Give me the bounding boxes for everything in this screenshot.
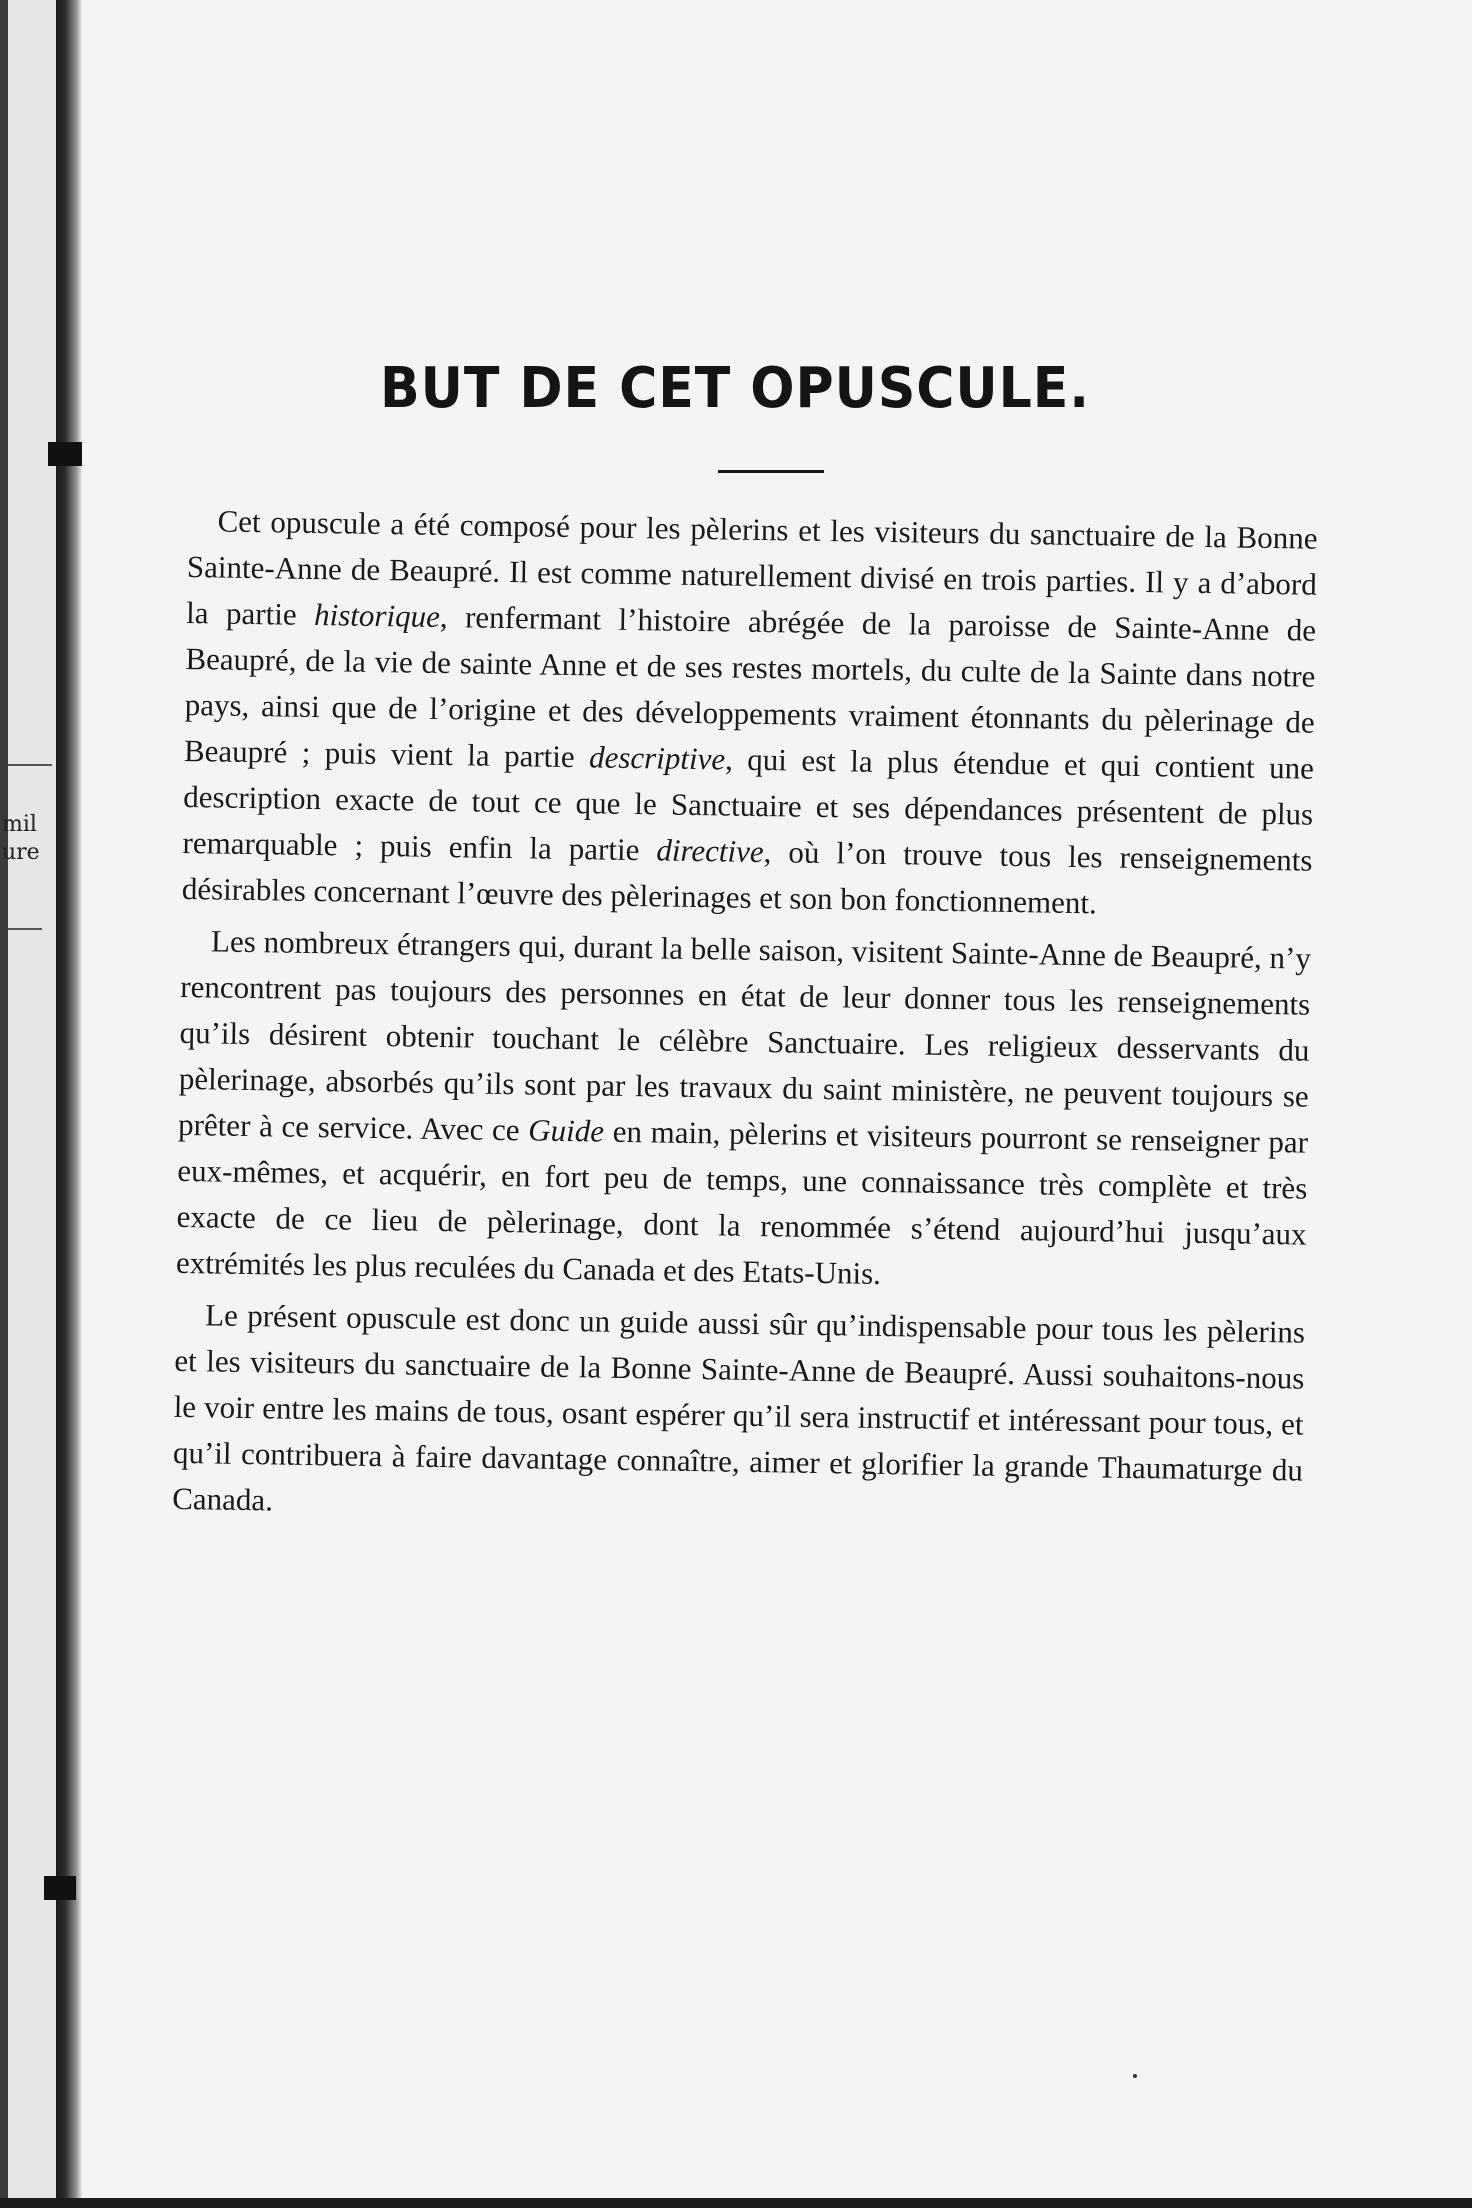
print-speck <box>1133 2074 1137 2078</box>
italic-term: Guide <box>528 1112 605 1149</box>
scan-bottom-border <box>0 2198 1472 2208</box>
page-title: BUT DE CET OPUSCULE. <box>380 356 1090 421</box>
text-run: , renfermant l’histoire abrégée de la paroisse de Sainte-Anne de Beaupré, de la vie de sainte Anne et de ses restes mortels, du culte de la Sainte dans notre pays, ainsi que de l’origine et des développements vraiment étonnants du pèlerinage de Beaupré ; puis vient la partie <box>183 598 1317 775</box>
text-run: Cet opuscule a été composé pour les pèlerins et les visiteurs du sanctuaire de la Bonne Sainte-Anne de Beaupré. Il est comme naturellement divisé en trois parties. Il y a d’abord la partie <box>185 503 1318 632</box>
text-run: Les nombreux étrangers qui, durant la belle saison, visitent Sainte-Anne de Beaupré, n’y rencontrent pas toujours des personnes en état de leur donner tous les renseignements qu’ils désirent obtenir touchant le célèbre Sanctuaire. Les religieux desservants du pèlerinage, absorbés qu’ils sont par les travaux du saint ministère, ne peuvent toujours se prêter à ce service. Avec ce <box>177 923 1312 1148</box>
previous-page-fragment-2: ure <box>2 840 40 865</box>
text-run: en main, pèlerins et visiteurs pourront se renseigner par eux-mêmes, et acquérir, en fort peu de temps, une connaissance très complète et très exacte de ce lieu de pèlerinage, dont la renommée s’étend aujourd’hui jusqu’aux extrémités les plus reculées du Canada et des Etats-Unis. <box>175 1113 1309 1291</box>
paragraph-conclusion <box>172 1292 1305 1540</box>
italic-term: descriptive <box>588 739 726 777</box>
text-run: Le présent opuscule est donc un guide aussi sûr qu’indispensable pour tous les pèlerins et les visiteurs du sanctuaire de la Bonne Sainte-Anne de Beaupré. Aussi souhaitons-nous le voir entre les mains de tous, osant espérer qu’il sera instructif et intéressant pour tous, et qu’il contribuera à faire davantage connaître, aimer et glorifier la grande Thaumaturge du Canada. <box>172 1297 1306 1518</box>
italic-term: historique <box>313 596 441 634</box>
body-text <box>172 498 1318 1546</box>
binding-mark <box>44 1876 76 1900</box>
title-rule <box>718 470 824 473</box>
previous-page-rule <box>8 928 42 930</box>
paragraph-purpose <box>181 498 1317 930</box>
text-run: , où l’on trouve tous les renseignements désirables concernant l’œuvre des pèlerinages et son bon fonctionnement. <box>181 834 1313 921</box>
scan-border <box>0 0 8 2208</box>
text-run: , qui est la plus étendue et qui contient une description exacte de tout ce que le Sanctuaire et ses dépendances présentent de plus remarquable ; puis enfin la partie <box>182 741 1315 868</box>
paragraph-visitors <box>176 918 1312 1304</box>
italic-term: directive <box>656 832 764 870</box>
previous-page-rule <box>8 764 52 766</box>
previous-page-fragment-1: mil <box>2 812 37 837</box>
